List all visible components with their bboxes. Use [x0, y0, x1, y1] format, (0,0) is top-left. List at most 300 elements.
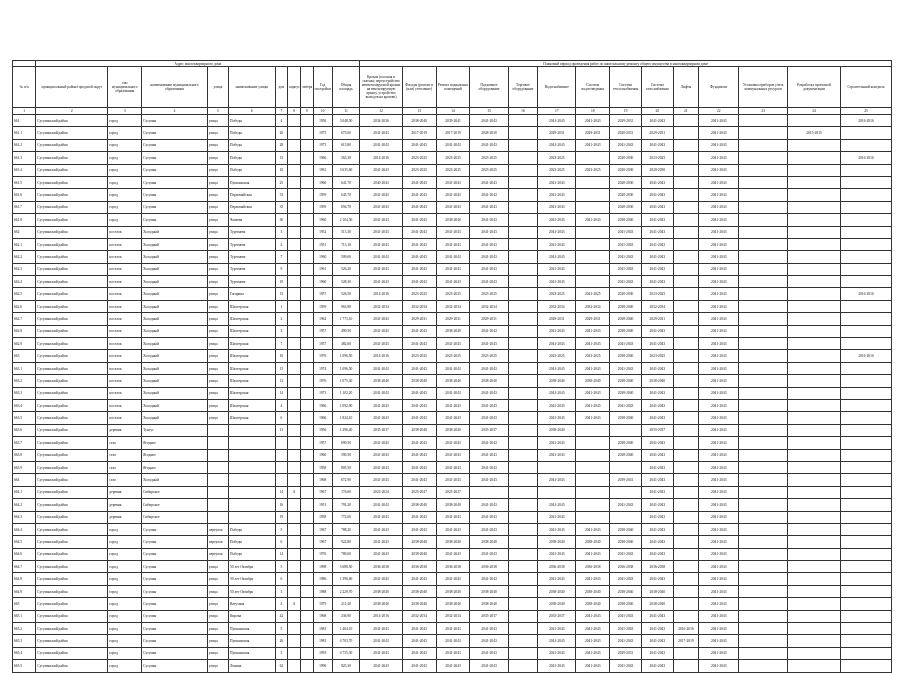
table-cell [739, 424, 788, 436]
table-cell: Шахтерская [228, 350, 275, 362]
column-header-12: Кровля (плоская и скатная; переустройство невентилируемой крыши на вентилируемую крышу, устройство выходов на кровлю) [360, 67, 402, 108]
table-cell [788, 338, 841, 350]
table-cell: 2038-2040 [576, 375, 610, 387]
table-cell [300, 585, 313, 597]
table-cell [673, 387, 698, 399]
table-cell: Холодный [142, 238, 208, 250]
table-cell [673, 313, 698, 325]
table-cell [673, 437, 698, 449]
table-cell: Холодный [142, 474, 208, 486]
table-cell: 1958 [313, 511, 332, 523]
table-cell: Шахтерская [228, 338, 275, 350]
table-cell: 2023-2025 [402, 164, 436, 176]
table-cell: 713,10 [332, 238, 360, 250]
table-cell [841, 226, 892, 238]
column-header-22: Фундамент [699, 67, 739, 108]
table-cell: 2020-2031 [610, 127, 642, 139]
table-cell: 2023-2025 [436, 350, 470, 362]
table-cell: 2041-2043 [699, 449, 739, 461]
table-cell [841, 437, 892, 449]
table-cell: Холодный [142, 325, 208, 337]
table-cell [508, 201, 538, 213]
table-cell [673, 375, 698, 387]
table-cell [300, 176, 313, 188]
table-cell: 675,60 [332, 127, 360, 139]
table-cell: 2038-2040 [402, 585, 436, 597]
column-number-20: 20 [641, 108, 673, 115]
table-cell: Сусуманский район [36, 399, 108, 411]
table-cell: 4 755,30 [332, 647, 360, 659]
table-cell [739, 127, 788, 139]
table-cell [673, 461, 698, 473]
table-cell: 2038-2040 [538, 585, 576, 597]
table-cell: Первомайская [228, 201, 275, 213]
table-cell: улица [207, 251, 228, 263]
table-cell [288, 338, 301, 350]
table-cell [288, 548, 301, 560]
table-cell [508, 214, 538, 226]
table-cell: 2041-2043 [360, 238, 402, 250]
table-cell: 661.1 [13, 127, 36, 139]
column-number-4: 4 [142, 108, 208, 115]
table-cell [508, 300, 538, 312]
table-cell: 2041-2043 [576, 635, 610, 647]
table-row [13, 523, 892, 535]
table-cell: 2041-2043 [436, 238, 470, 250]
table-cell: 2041-2043 [470, 276, 508, 288]
table-cell: 2016-2016 [841, 288, 892, 300]
table-cell [207, 449, 228, 461]
table-cell: 2035-2037 [470, 610, 508, 622]
table-cell: 2029-2031 [641, 127, 673, 139]
table-cell: 1 296,40 [332, 424, 360, 436]
table-cell: Сусуманский район [36, 214, 108, 226]
table-cell: 2041-2043 [576, 338, 610, 350]
table-cell [788, 263, 841, 275]
table-cell: 2041-2043 [470, 635, 508, 647]
table-cell: 2032-2034 [402, 300, 436, 312]
table-cell: 2038-2040 [436, 585, 470, 597]
table-row [13, 226, 892, 238]
table-cell [300, 449, 313, 461]
table-cell: 5 [275, 561, 288, 573]
table-cell [300, 536, 313, 548]
table-cell [288, 523, 301, 535]
table-cell: Пушкинская [228, 623, 275, 635]
table-cell [673, 412, 698, 424]
table-cell: 2023-2025 [641, 152, 673, 164]
table-cell [288, 647, 301, 659]
table-row [13, 251, 892, 263]
table-cell [739, 152, 788, 164]
table-cell [300, 226, 313, 238]
table-cell: 2025-2027 [436, 486, 470, 498]
table-cell [300, 635, 313, 647]
table-cell: Сусуман [142, 164, 208, 176]
table-cell: 2038-2040 [610, 412, 642, 424]
table-cell [508, 263, 538, 275]
table-cell [841, 276, 892, 288]
table-cell: 1 [275, 300, 288, 312]
table-cell [228, 461, 275, 473]
table-cell: Ватутина [228, 598, 275, 610]
table-cell: улица [207, 623, 228, 635]
table-cell: город [108, 585, 142, 597]
table-cell: 662.7 [13, 313, 36, 325]
table-cell: 2041-2043 [610, 238, 642, 250]
table-cell [288, 474, 301, 486]
table-cell [300, 461, 313, 473]
table-cell: 2023-2025 [470, 164, 508, 176]
table-cell: 2041-2043 [470, 437, 508, 449]
table-cell: 15 [275, 152, 288, 164]
table-cell [788, 610, 841, 622]
table-cell: Сусуман [142, 573, 208, 585]
table-cell: 1981 [313, 635, 332, 647]
table-cell: 2041-2043 [436, 437, 470, 449]
table-cell: 2041-2043 [538, 623, 576, 635]
table-cell: 1960 [313, 449, 332, 461]
table-cell: 16 [275, 499, 288, 511]
table-cell [228, 499, 275, 511]
table-cell: Сусуманский район [36, 585, 108, 597]
table-cell: 788,20 [332, 523, 360, 535]
table-cell [300, 647, 313, 659]
table-cell: улица [207, 127, 228, 139]
table-cell: 2041-2043 [699, 300, 739, 312]
table-cell [739, 486, 788, 498]
table-cell: 1979 [313, 598, 332, 610]
table-cell: 5 [275, 523, 288, 535]
table-cell [673, 362, 698, 374]
table-cell [300, 313, 313, 325]
table-cell: 2041-2043 [641, 176, 673, 188]
table-cell: 2039-2041 [610, 474, 642, 486]
table-row [13, 461, 892, 473]
table-cell: 2020-2030 [610, 152, 642, 164]
table-cell [508, 189, 538, 201]
column-number-9: 9 [300, 108, 313, 115]
table-cell: 2041-2043 [470, 399, 508, 411]
table-cell: 25 [275, 176, 288, 188]
table-cell [788, 412, 841, 424]
table-row [13, 338, 892, 350]
table-cell: 791,20 [332, 499, 360, 511]
table-cell: 1 464,10 [332, 623, 360, 635]
table-cell: 2041-2043 [699, 585, 739, 597]
table-cell: 2041-2043 [360, 548, 402, 560]
table-cell: 2041-2043 [360, 164, 402, 176]
table-cell: Сусуманский район [36, 461, 108, 473]
table-cell: 2041-2043 [360, 139, 402, 151]
table-cell [508, 288, 538, 300]
table-cell [673, 585, 698, 597]
table-cell: 1 092,90 [332, 399, 360, 411]
table-cell: 1960 [313, 276, 332, 288]
table-cell: 2041-2043 [402, 325, 436, 337]
table-cell: 2036-2038 [402, 561, 436, 573]
table-cell [508, 238, 538, 250]
table-cell [841, 251, 892, 263]
table-cell: 2041-2043 [538, 499, 576, 511]
table-cell: Сусуманский район [36, 511, 108, 523]
table-cell: 2041-2043 [641, 573, 673, 585]
table-cell: 2023-2025 [402, 288, 436, 300]
table-cell: 3 [275, 226, 288, 238]
table-cell [673, 251, 698, 263]
table-cell [673, 176, 698, 188]
table-cell: 2028-2030 [470, 127, 508, 139]
table-cell [739, 598, 788, 610]
table-cell [739, 288, 788, 300]
table-cell: 2038-2040 [402, 548, 436, 560]
table-cell [673, 276, 698, 288]
table-cell [841, 499, 892, 511]
table-cell [508, 313, 538, 325]
table-cell: 2041-2043 [610, 573, 642, 585]
table-cell [610, 424, 642, 436]
table-cell: 3 688,50 [332, 561, 360, 573]
table-cell: 2041-2043 [360, 536, 402, 548]
table-cell: 2 104,50 [332, 214, 360, 226]
table-cell: 6 [275, 412, 288, 424]
table-cell: 2041-2043 [641, 449, 673, 461]
table-cell: Холодный [142, 276, 208, 288]
table-cell: 42 [275, 610, 288, 622]
table-cell [788, 152, 841, 164]
table-cell: 2041-2043 [470, 176, 508, 188]
table-cell: Сусуманский район [36, 449, 108, 461]
table-cell [841, 647, 892, 659]
table-cell [841, 610, 892, 622]
table-cell: 2038-2040 [360, 585, 402, 597]
table-cell: 2041-2043 [699, 399, 739, 411]
table-cell: 2041-2043 [641, 251, 673, 263]
table-row [13, 635, 892, 647]
table-cell: 2029-2031 [538, 313, 576, 325]
table-cell: Сусуман [142, 214, 208, 226]
table-cell: Сусуманский район [36, 189, 108, 201]
table-cell [508, 350, 538, 362]
table-cell: 2038-2040 [610, 585, 642, 597]
table-cell: 2041-2043 [360, 313, 402, 325]
table-cell: 26 [275, 127, 288, 139]
table-cell: 211,40 [332, 598, 360, 610]
table-cell: город [108, 548, 142, 560]
table-cell: 1986 [313, 573, 332, 585]
table-cell: 176,60 [332, 486, 360, 498]
table-cell: 2041-2043 [360, 647, 402, 659]
table-cell [841, 325, 892, 337]
table-cell: Холодный [142, 375, 208, 387]
table-cell: улица [207, 598, 228, 610]
table-cell [739, 214, 788, 226]
table-cell: 2041-2043 [699, 152, 739, 164]
table-cell: 2041-2043 [641, 325, 673, 337]
table-row [13, 511, 892, 523]
table-cell [508, 635, 538, 647]
table-cell: 2032-2034 [402, 610, 436, 622]
table-cell [300, 201, 313, 213]
table-cell: поселок [108, 338, 142, 350]
table-cell: 1960 [313, 251, 332, 263]
table-cell: 2023-2025 [538, 164, 576, 176]
table-cell [841, 424, 892, 436]
table-cell: 2041-2043 [576, 362, 610, 374]
table-cell [576, 474, 610, 486]
table-cell [300, 623, 313, 635]
table-cell [576, 238, 610, 250]
table-cell: Ягодное [142, 437, 208, 449]
table-cell [300, 288, 313, 300]
table-cell [673, 424, 698, 436]
table-cell: 2041-2043 [641, 623, 673, 635]
table-cell: поселок [108, 251, 142, 263]
table-cell: 35 [275, 201, 288, 213]
table-cell: 2041-2043 [576, 523, 610, 535]
table-cell: город [108, 152, 142, 164]
table-cell: 2041-2043 [360, 263, 402, 275]
repair-schedule-table [12, 60, 892, 673]
table-cell: 4 703,70 [332, 635, 360, 647]
table-cell: улица [207, 387, 228, 399]
table-cell [673, 115, 698, 127]
table-cell: 780,60 [332, 548, 360, 560]
table-cell: 2029-2031 [610, 115, 642, 127]
table-cell: 19 [275, 511, 288, 523]
table-cell: город [108, 523, 142, 535]
table-cell: 2041-2043 [470, 660, 508, 672]
table-cell [673, 647, 698, 659]
table-cell [275, 437, 288, 449]
column-number-14: 14 [436, 108, 470, 115]
table-cell: 2041-2043 [402, 263, 436, 275]
table-cell [275, 461, 288, 473]
table-cell [288, 139, 301, 151]
table-cell [739, 362, 788, 374]
table-cell [788, 325, 841, 337]
table-cell: 2 229,70 [332, 585, 360, 597]
table-cell: 662.3 [13, 263, 36, 275]
table-cell: улица [207, 176, 228, 188]
table-cell: 2041-2043 [436, 399, 470, 411]
table-cell: 2029-2031 [470, 313, 508, 325]
table-cell [300, 424, 313, 436]
table-cell: 6 [275, 536, 288, 548]
table-cell: 2016-2016 [841, 152, 892, 164]
table-cell: 15 [275, 288, 288, 300]
table-cell [288, 325, 301, 337]
table-cell: город [108, 214, 142, 226]
table-cell [788, 548, 841, 560]
table-cell: 2041-2043 [538, 338, 576, 350]
table-cell: 2041-2043 [641, 647, 673, 659]
table-cell: 2041-2043 [470, 238, 508, 250]
table-cell: 2023-2025 [576, 164, 610, 176]
table-cell: 2041-2043 [699, 461, 739, 473]
table-cell [228, 437, 275, 449]
table-cell: 664.8 [13, 573, 36, 585]
table-cell [300, 499, 313, 511]
table-row [13, 288, 892, 300]
table-cell: 26 [275, 635, 288, 647]
table-cell: Победы [228, 536, 275, 548]
table-cell: 2022-2024 [360, 486, 402, 498]
table-cell: 1 773,10 [332, 313, 360, 325]
table-cell: Сусуман [142, 176, 208, 188]
table-cell [739, 449, 788, 461]
table-cell: поселок [108, 325, 142, 337]
table-cell [739, 325, 788, 337]
table-cell: 2038-2040 [610, 449, 642, 461]
table-cell: 2041-2043 [699, 139, 739, 151]
table-cell [508, 251, 538, 263]
table-cell: поселок [108, 276, 142, 288]
table-cell: Пушкинская [228, 176, 275, 188]
table-cell: 2041-2043 [538, 201, 576, 213]
table-cell: 1976 [313, 350, 332, 362]
table-cell: 2041-2043 [470, 115, 508, 127]
table-cell: А [288, 598, 301, 610]
table-cell: Сусуман [142, 201, 208, 213]
table-cell: 2038-2040 [436, 214, 470, 226]
table-cell: 663.3 [13, 387, 36, 399]
table-cell [841, 623, 892, 635]
table-cell [739, 201, 788, 213]
table-cell: улица [207, 325, 228, 337]
table-cell [508, 412, 538, 424]
table-cell [788, 251, 841, 263]
table-cell: 663.2 [13, 375, 36, 387]
table-cell: Сусуман [142, 536, 208, 548]
table-cell [841, 164, 892, 176]
table-cell: 2038-2040 [402, 115, 436, 127]
table-cell [841, 536, 892, 548]
table-cell: 2041-2043 [436, 412, 470, 424]
table-cell: 2041-2043 [699, 288, 739, 300]
table-cell: 2041-2043 [436, 362, 470, 374]
table-cell [739, 548, 788, 560]
table-cell [300, 412, 313, 424]
table-cell: Сусуман [142, 115, 208, 127]
table-cell: 2023-2025 [641, 288, 673, 300]
table-cell: город [108, 561, 142, 573]
table-cell: 2038-2040 [576, 536, 610, 548]
table-cell: 1 824,10 [332, 412, 360, 424]
table-cell [228, 486, 275, 498]
table-cell: 2041-2043 [699, 226, 739, 238]
column-header-24: Разработка проектной документации [788, 67, 841, 108]
table-cell: 2038-2040 [538, 536, 576, 548]
table-cell: 2015-2015 [788, 127, 841, 139]
table-cell: 2032-2034 [470, 300, 508, 312]
table-cell [610, 511, 642, 523]
table-cell: 2041-2043 [402, 338, 436, 350]
table-cell: 661.3 [13, 152, 36, 164]
table-cell: 2038-2040 [436, 424, 470, 436]
table-cell: 2041-2043 [699, 474, 739, 486]
table-cell [739, 276, 788, 288]
column-number-6: 6 [228, 108, 275, 115]
table-row [13, 548, 892, 560]
table-cell [508, 115, 538, 127]
table-cell: Холодный [142, 300, 208, 312]
table-cell [739, 412, 788, 424]
table-cell: 2041-2043 [436, 201, 470, 213]
table-cell: 2041-2043 [360, 449, 402, 461]
table-cell: 2038-2040 [470, 598, 508, 610]
table-cell: 2041-2043 [436, 276, 470, 288]
